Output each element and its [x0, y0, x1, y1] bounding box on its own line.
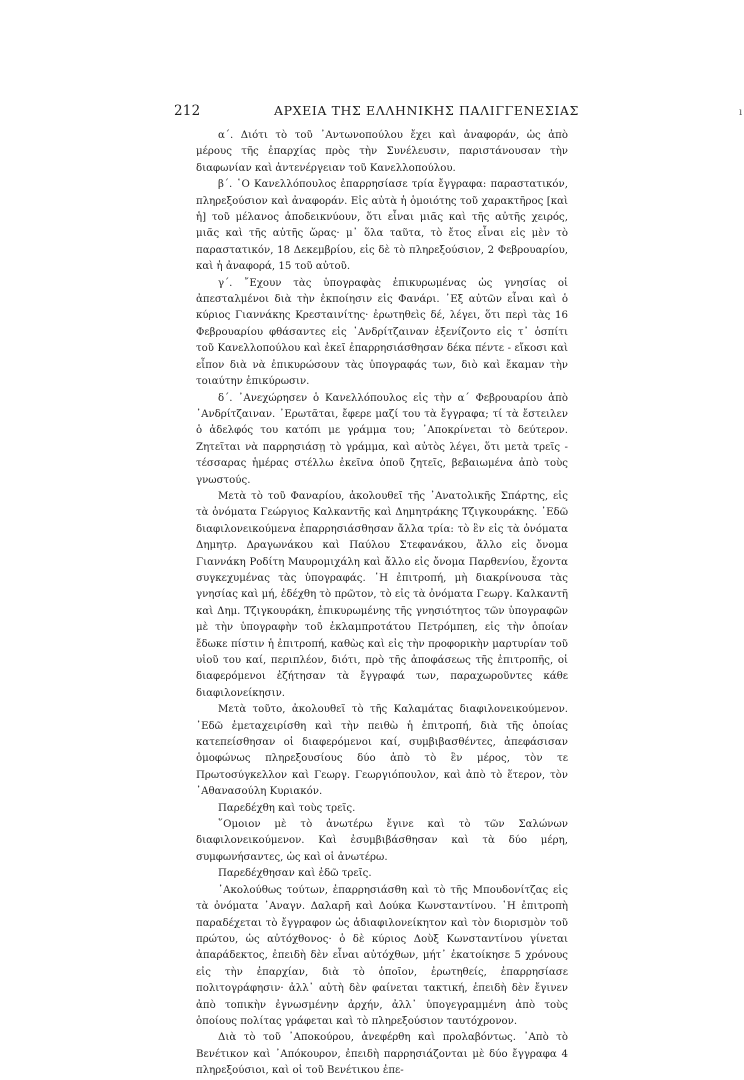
page-number: 212 — [174, 103, 201, 119]
paragraph-accepted-three: Παρεδέχθη καὶ τοὺς τρεῖς. — [218, 802, 356, 814]
paragraph-gamma: γ΄. ῎Εχουν τὰς ὑπογραφὰς ἐπικυρωμένας ὡς γνησίας οἱ ἀπεσταλμένοι διὰ τὴν ἐκποίησιν εἰς Φανάρι. ᾿Εξ αὐτῶν εἶναι καὶ ὁ κύριος Γιαννάκης Κρεσταινίτης· ἐρωτηθεὶς δέ, λέγει, ὅτι περὶ τὰς 16 Φεβρουαρίου φθάσαντες εἰς ᾿Ανδρίτζαιναν ἐξενίζοντο εἰς τ᾿ ὁσπίτι τοῦ Κανελλοπούλου καὶ ἐκεῖ ἐπαρρησιάσθησαν δέκα πέντε - εἴκοσι καὶ εἶπον διὰ νὰ ἐπικυρώσουν τὰς ὑπογραφάς των, διὸ καὶ ἔκαμαν τὴν τοιαύτην ἐπικύρωσιν. — [196, 277, 568, 388]
paragraph-alpha: α΄. Διότι τὸ τοῦ ᾿Αντωνοπούλου ἔχει καὶ ἀναφοράν, ὡς ἀπὸ μέρους τῆς ἐπαρχίας πρὸς τὴν Συνέλευσιν, παριστάνουσαν τὴν διαφωνίαν καὶ ἀντενέργειαν τοῦ Κανελλοπούλου. — [196, 130, 568, 174]
paragraph-salona: ῞Ομοιον μὲ τὸ ἀνωτέρω ἔγινε καὶ τὸ τῶν Σαλώνων διαφιλονεικούμενον. Καὶ ἐσυμβιβάσθησαν καὶ τὰ δύο μέρη, συμφωνήσαντες, ὡς καὶ οἱ ἀνωτέρω. — [196, 819, 568, 863]
body-text — [196, 128, 568, 1080]
page-header — [174, 103, 743, 121]
paragraph-sparti: Μετὰ τὸ τοῦ Φαναρίου, ἀκολουθεῖ τῆς ᾿Ανατολικῆς Σπάρτης, εἰς τὰ ὀνόματα Γεώργιος Καλκαντῆς καὶ Δημητράκης Τζιγκουράκης. ᾿Εδῶ διαφιλονεικούμενα ἐπαρρησιάσθησαν ἄλλα τρία: τὸ ἓν εἰς τὰ ὀνόματα Δημητρ. Δραγωνάκου καὶ Παύλου Στεφανάκου, ἄλλο εἰς ὄνομα Γιαννάκη Ροδίτη Μαυρομιχάλη καὶ ἄλλο εἰς ὄνομα Παρθενίου, ἔχοντα συγκεχυμένας τὰς ὑπογραφάς. ῾Η ἐπιτροπή, μὴ διακρίνουσα τὰς γνησίας καὶ μή, ἐδέχθη τὸ πρῶτον, τὸ εἰς τὰ ὀνόματα Γεωργ. Καλκαντῆ καὶ Δημ. Τζιγκουράκη, ἐπικυρωμένης τῆς γνησιότητος τῶν ὑπογραφῶν μὲ τὴν ὑπογραφὴν τοῦ ἐκλαμπροτάτου Πετρόμπεη, εἰς τὴν ὁποίαν ἔδωκε πίστιν ἡ ἐπιτροπή, καθὼς καὶ εἰς τὴν προφορικὴν μαρτυρίαν τοῦ υἱοῦ του καί, περιπλέον, διότι, πρὸ τῆς ἀποφάσεως τῆς ἐπιτροπῆς, οἱ διαφερόμενοι ἐζήτησαν τὰ ἔγγραφά των, παραχωροῦντες κάθε διαφιλονείκησιν. — [196, 490, 568, 699]
paragraph-apokouro: Διὰ τὸ τοῦ ᾿Αποκούρου, ἀνεφέρθη καὶ προλαβόντως. ᾿Απὸ τὸ Βενέτικον καὶ ᾿Απόκουρον, ἐπειδὴ παρρησιάζονται μὲ δύο ἔγγραφα 4 πληρεξούσιοι, καὶ οἱ τοῦ Βενέτικου ἐπε- — [196, 1032, 568, 1077]
margin-mark: ı — [739, 107, 743, 118]
paragraph-kalamata: Μετὰ τοῦτο, ἀκολουθεῖ τὸ τῆς Καλαμάτας διαφιλονεικούμενον. ᾿Εδῶ ἐμεταχειρίσθη καὶ τὴν πειθὼ ἡ ἐπιτροπή, διὰ τῆς ὁποίας κατεπείσθησαν οἱ διαφερόμενοι καί, συμβιβασθέντες, ἀπεφάσισαν ὁμοφώνως πληρεξουσίους δύο ἀπὸ τὸ ἓν μέρος, τὸν τε Πρωτοσύγκελλον καὶ Γεωργ. Γεωργιόπουλον, καὶ ἀπὸ τὸ ἕτερον, τὸν ᾿Αθανασούλη Κυριακόν. — [196, 704, 568, 798]
paragraph-accepted-here: Παρεδέχθησαν καὶ ἐδῶ τρεῖς. — [218, 868, 372, 880]
running-title: ΑΡΧΕΙΑ ΤΗΣ ΕΛΛΗΝΙΚΗΣ ΠΑΛΙΓΓΕΝΕΣΙΑΣ — [274, 103, 579, 118]
paragraph-beta: β΄. ῾Ο Κανελλόπουλος ἐπαρρησίασε τρία ἔγγραφα: παραστατικόν, πληρεξούσιον καὶ ἀναφοράν. Εἰς αὐτὰ ἡ ὁμοιότης τοῦ χαρακτῆρος [καὶ ἡ] τοῦ μέλανος ἀποδεικνύουν, ὅτι εἶναι μιᾶς καὶ τῆς αὐτῆς χειρός, μιᾶς καὶ τῆς αὐτῆς ὥρας· μ᾿ ὅλα ταῦτα, τὸ ἔτος εἶναι εἰς μὲν τὸ παραστατικόν, 18 Δεκεμβρίου, εἰς δὲ τὸ πληρεξούσιον, 2 Φεβρουαρίου, καὶ ἡ ἀναφορά, 15 τοῦ αὐτοῦ. — [196, 179, 568, 273]
paragraph-boudonitza: ᾿Ακολούθως τούτων, ἐπαρρησιάσθη καὶ τὸ τῆς Μπουδονίτζας εἰς τὰ ὀνόματα ᾿Αναγν. Δαλαρῆ καὶ Δούκα Κωνσταντίνου. ῾Η ἐπιτροπὴ παραδέχεται τὸ ἔγγραφον ὡς ἀδιαφιλονείκητον καὶ τὸν διορισμὸν τοῦ πρώτου, ὡς αὐτόχθονος· ὁ δὲ κύριος Δοὺξ Κωνσταντίνου γίνεται ἀπαράδεκτος, ἐπειδὴ δὲν εἶναι αὐτόχθων, μήτ᾿ ἐκατοίκησε 5 χρόνους εἰς τὴν ἐπαρχίαν, διὰ τὸ ὁποῖον, ἐρωτηθείς, ἐπαρρησίασε πολιτογράφησιν· ἀλλ᾿ αὐτὴ δὲν φαίνεται τακτική, ἐπειδὴ δὲν ἔγινεν ἀπὸ τοπικὴν ἐγνωσμένην ἀρχήν, ἀλλ᾿ ὑπογεγραμμένη ἀπὸ τοὺς ὁποίους πολίτας γράφεται καὶ τὸ πληρεξούσιον ταυτόχρονον. — [196, 884, 568, 1027]
paragraph-delta: δ΄. ᾿Ανεχώρησεν ὁ Κανελλόπουλος εἰς τὴν α΄ Φεβρουαρίου ἀπὸ ᾿Ανδρίτζαιναν. ᾿Ερωτᾶται, ἔφερε μαζί του τὰ ἔγγραφα; τί τὰ ἔστειλεν ὁ ἀδελφός του κατόπι με γράμμα του; ᾿Αποκρίνεται τὸ δεύτερον. Ζητεῖται νὰ παρρησιάσῃ τὸ γράμμα, καὶ αὐτὸς λέγει, ὅτι μετὰ τρεῖς - τέσσαρας ἡμέρας στέλλω ἐκεῖνα ὁποῦ ζητεῖς, βεβαιωμένα ἀπὸ τοὺς γνωστούς. — [196, 392, 568, 486]
